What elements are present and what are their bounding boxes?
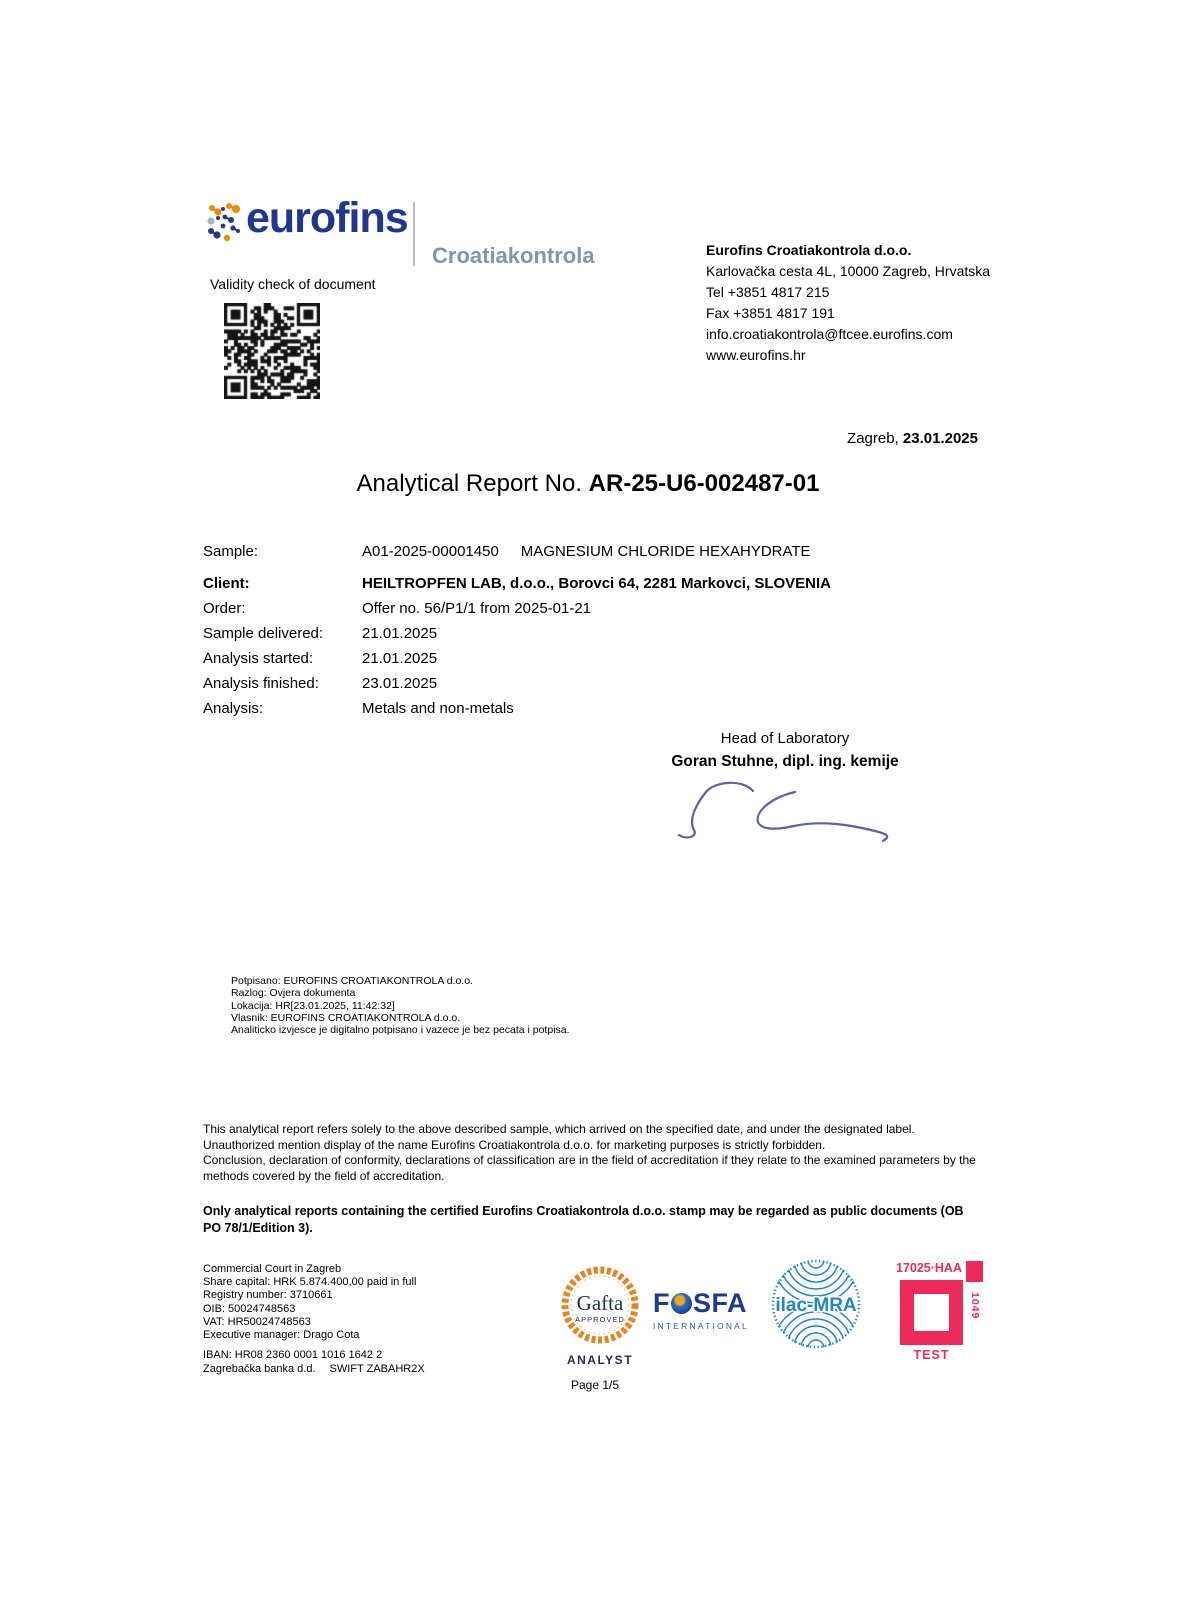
digsig-reason: Razlog: Ovjera dokumenta xyxy=(231,987,356,1000)
order-value: Offer no. 56/P1/1 from 2025-01-21 xyxy=(362,600,592,617)
haa-accreditation-logo xyxy=(893,1258,995,1364)
report-number: AR-25-U6-002487-01 xyxy=(588,470,820,497)
company-address-block xyxy=(706,240,990,366)
report-title-prefix: Analytical Report No. xyxy=(356,470,589,497)
row-label: Order: xyxy=(203,600,246,617)
gafta-analyst-label: ANALYST xyxy=(566,1353,634,1367)
fosfa-sfa: SFA xyxy=(693,1288,748,1318)
table-row-analysis-finished xyxy=(203,675,983,700)
company-email: info.croatiakontrola@ftcee.eurofins.com xyxy=(706,326,953,342)
company-street-address: Karlovačka cesta 4L, 10000 Zagreb, Hrvatska xyxy=(706,263,991,279)
disclaimer-line-1: This analytical report refers solely to the above described sample, which arrived on the specified date, and under the designated label. xyxy=(203,1122,915,1136)
gafta-name: Gafta xyxy=(576,1291,624,1315)
page-number: Page 1/5 xyxy=(570,1378,620,1392)
logo-divider xyxy=(413,202,415,266)
iban: IBAN: HR08 2360 0001 1016 1642 2 xyxy=(203,1349,383,1361)
sample-code: A01-2025-00001450 xyxy=(362,543,499,560)
digsig-location: Lokacija: HR[23.01.2025, 11:42:32] xyxy=(231,999,395,1012)
swift-code: SWIFT ZABAHR2X xyxy=(329,1362,425,1375)
vat: VAT: HR50024748563 xyxy=(203,1315,311,1328)
disclaimer-line-2: Unauthorized mention display of the name Eurofins Croatiakontrola d.o.o. for marketing purposes is strictly forbidden. xyxy=(203,1137,826,1152)
executive-manager: Executive manager: Drago Cota xyxy=(203,1329,360,1342)
haa-corner-square xyxy=(966,1261,983,1282)
row-label: Analysis finished: xyxy=(203,675,319,692)
haa-square-mark xyxy=(900,1280,963,1345)
sample-info-table xyxy=(203,543,983,725)
oib: OIB: 50024748563 xyxy=(203,1302,296,1315)
globe-icon xyxy=(671,1293,692,1314)
report-title xyxy=(200,470,976,498)
digsig-owner: Vlasnik: EUROFINS CROATIAKONTROLA d.o.o. xyxy=(231,1011,461,1024)
sample-delivered-value: 21.01.2025 xyxy=(362,625,438,642)
company-website: www.eurofins.hr xyxy=(706,347,806,363)
digital-signature-block xyxy=(231,975,570,1036)
table-row-order xyxy=(203,600,983,625)
analysis-finished-value: 23.01.2025 xyxy=(362,675,438,692)
signatory-block xyxy=(640,727,930,773)
certified-stamp-note: Only analytical reports containing the certified Eurofins Croatiakontrola d.o.o. stamp may be regarded as public documents (OB PO 78/1/Edition 3). xyxy=(203,1204,964,1235)
disclaimer-line-3: Conclusion, declaration of conformity, declarations of classification are in the field of accreditation if they relate to the examined parameters by the methods covered by the field of accreditation. xyxy=(203,1153,976,1183)
table-row-sample xyxy=(203,543,983,575)
client-value: HEILTROPFEN LAB, d.o.o., Borovci 64, 2281 Markovci, SLOVENIA xyxy=(362,575,831,592)
bank-line xyxy=(203,1363,425,1377)
gafta-approved-logo xyxy=(558,1263,642,1349)
bank-name: Zagrebačka banka d.d. xyxy=(203,1362,316,1375)
share-capital: Share capital: HRK 5.874.400,00 paid in full xyxy=(203,1276,417,1289)
signatory-role: Head of Laboratory xyxy=(720,730,850,747)
ilac-mra-logo xyxy=(770,1258,862,1350)
registration-block xyxy=(203,1263,416,1342)
commercial-court: Commercial Court in Zagreb xyxy=(203,1263,342,1275)
analysis-value: Metals and non-metals xyxy=(362,700,514,717)
digsig-signed-by: Potpisano: EUROFINS CROATIAKONTROLA d.o.o. xyxy=(231,975,473,987)
fosfa-wordmark xyxy=(653,1288,763,1319)
fosfa-f: F xyxy=(653,1288,670,1318)
registry-number: Registry number: 3710661 xyxy=(203,1289,333,1302)
sample-name: MAGNESIUM CHLORIDE HEXAHYDRATE xyxy=(520,543,811,560)
handwritten-signature xyxy=(655,773,905,848)
dateline-date: 23.01.2025 xyxy=(902,430,978,447)
fosfa-international-label: INTERNATIONAL xyxy=(653,1321,749,1331)
table-row-analysis xyxy=(203,700,983,725)
signatory-name: Goran Stuhne, dipl. ing. kemije xyxy=(671,753,899,770)
haa-test-label: TEST xyxy=(913,1348,950,1362)
company-fax: Fax +3851 4817 191 xyxy=(706,305,835,321)
gafta-approved-label: APPROVED xyxy=(575,1315,625,1324)
row-label: Analysis: xyxy=(203,700,264,717)
validity-qr-code xyxy=(224,303,320,399)
row-label: Client: xyxy=(203,575,250,592)
digsig-note: Analiticko izvjesce je digitalno potpisano i vazece je bez pecata i potpisa. xyxy=(231,1024,570,1037)
row-label: Sample delivered: xyxy=(203,625,324,642)
analysis-started-value: 21.01.2025 xyxy=(362,650,438,667)
dateline-city: Zagreb, xyxy=(847,430,903,447)
haa-standard-label: 17025·HAA xyxy=(895,1261,962,1275)
company-tel: Tel +3851 4817 215 xyxy=(706,284,830,300)
dateline xyxy=(847,430,978,447)
eurofins-wordmark: eurofins xyxy=(246,194,408,242)
validity-check-label: Validity check of document xyxy=(210,276,376,292)
haa-lab-code: 1049 xyxy=(969,1292,981,1320)
bank-info-block xyxy=(203,1349,425,1376)
table-row-client xyxy=(203,575,983,600)
division-wordmark: Croatiakontrola xyxy=(432,243,595,268)
table-row-analysis-started xyxy=(203,650,983,675)
row-label: Sample: xyxy=(203,543,259,560)
ilac-mra-label: ilac-MRA xyxy=(775,1295,857,1316)
disclaimer-paragraph xyxy=(203,1122,979,1184)
table-row-sample-delivered xyxy=(203,625,983,650)
eurofins-dots-icon xyxy=(204,200,242,246)
company-name: Eurofins Croatiakontrola d.o.o. xyxy=(706,242,912,258)
row-label: Analysis started: xyxy=(203,650,314,667)
fosfa-logo xyxy=(653,1288,763,1331)
